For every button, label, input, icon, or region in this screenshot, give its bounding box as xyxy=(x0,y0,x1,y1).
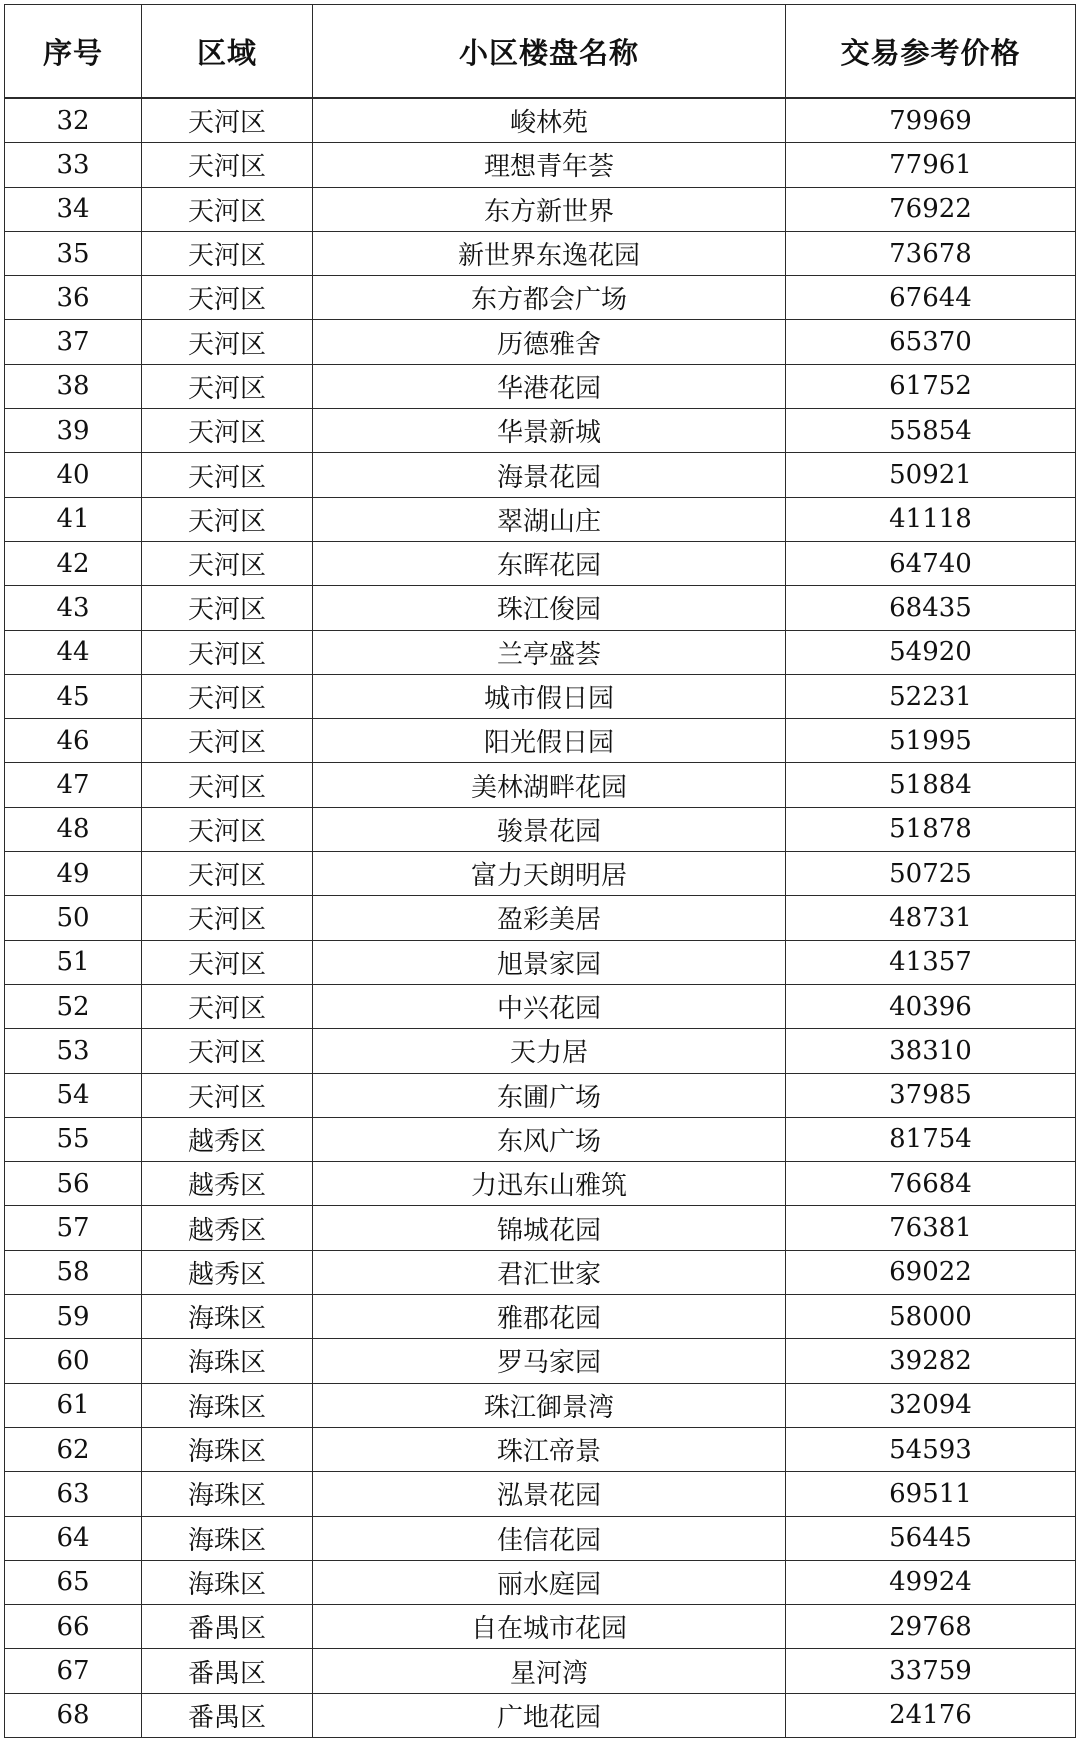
table-row xyxy=(5,1073,1076,1117)
header-row xyxy=(5,5,1076,99)
cell-district: 番禺区 xyxy=(142,1605,313,1649)
cell-estate-name: 锦城花园 xyxy=(313,1206,786,1250)
cell-index: 59 xyxy=(5,1295,142,1339)
table-body xyxy=(5,98,1076,1737)
cell-reference-price: 73678 xyxy=(786,231,1076,275)
cell-reference-price: 81754 xyxy=(786,1117,1076,1161)
price-table-container xyxy=(4,4,1075,1738)
header-reference-price: 交易参考价格 xyxy=(786,5,1076,99)
cell-reference-price: 51884 xyxy=(786,763,1076,807)
cell-district: 天河区 xyxy=(142,896,313,940)
cell-estate-name: 罗马家园 xyxy=(313,1339,786,1383)
cell-reference-price: 50921 xyxy=(786,453,1076,497)
header-district: 区域 xyxy=(142,5,313,99)
cell-district: 越秀区 xyxy=(142,1250,313,1294)
cell-estate-name: 丽水庭园 xyxy=(313,1560,786,1604)
cell-index: 33 xyxy=(5,143,142,187)
cell-reference-price: 79969 xyxy=(786,98,1076,143)
cell-district: 天河区 xyxy=(142,231,313,275)
cell-reference-price: 58000 xyxy=(786,1295,1076,1339)
table-row xyxy=(5,940,1076,984)
cell-reference-price: 33759 xyxy=(786,1649,1076,1693)
cell-estate-name: 历德雅舍 xyxy=(313,320,786,364)
cell-reference-price: 37985 xyxy=(786,1073,1076,1117)
cell-district: 海珠区 xyxy=(142,1516,313,1560)
cell-reference-price: 29768 xyxy=(786,1605,1076,1649)
cell-reference-price: 77961 xyxy=(786,143,1076,187)
table-header xyxy=(5,5,1076,99)
table-row xyxy=(5,541,1076,585)
cell-district: 天河区 xyxy=(142,320,313,364)
cell-district: 越秀区 xyxy=(142,1162,313,1206)
cell-district: 天河区 xyxy=(142,586,313,630)
cell-index: 52 xyxy=(5,984,142,1028)
cell-index: 38 xyxy=(5,364,142,408)
cell-reference-price: 51878 xyxy=(786,807,1076,851)
cell-index: 62 xyxy=(5,1427,142,1471)
cell-index: 60 xyxy=(5,1339,142,1383)
table-row xyxy=(5,1605,1076,1649)
cell-district: 海珠区 xyxy=(142,1339,313,1383)
cell-reference-price: 38310 xyxy=(786,1029,1076,1073)
cell-estate-name: 珠江帝景 xyxy=(313,1427,786,1471)
cell-reference-price: 52231 xyxy=(786,674,1076,718)
cell-district: 天河区 xyxy=(142,276,313,320)
table-row xyxy=(5,276,1076,320)
cell-reference-price: 41357 xyxy=(786,940,1076,984)
cell-estate-name: 东晖花园 xyxy=(313,541,786,585)
cell-reference-price: 48731 xyxy=(786,896,1076,940)
cell-estate-name: 雅郡花园 xyxy=(313,1295,786,1339)
cell-index: 43 xyxy=(5,586,142,630)
cell-district: 海珠区 xyxy=(142,1383,313,1427)
cell-estate-name: 东圃广场 xyxy=(313,1073,786,1117)
cell-estate-name: 新世界东逸花园 xyxy=(313,231,786,275)
cell-estate-name: 星河湾 xyxy=(313,1649,786,1693)
cell-reference-price: 76684 xyxy=(786,1162,1076,1206)
cell-index: 47 xyxy=(5,763,142,807)
table-row xyxy=(5,1029,1076,1073)
cell-index: 44 xyxy=(5,630,142,674)
cell-district: 海珠区 xyxy=(142,1295,313,1339)
cell-index: 49 xyxy=(5,852,142,896)
cell-reference-price: 40396 xyxy=(786,984,1076,1028)
cell-estate-name: 广地花园 xyxy=(313,1693,786,1737)
table-row xyxy=(5,497,1076,541)
cell-index: 63 xyxy=(5,1472,142,1516)
table-row xyxy=(5,984,1076,1028)
table-row xyxy=(5,1339,1076,1383)
cell-district: 天河区 xyxy=(142,541,313,585)
cell-index: 61 xyxy=(5,1383,142,1427)
cell-estate-name: 翠湖山庄 xyxy=(313,497,786,541)
table-row xyxy=(5,1693,1076,1737)
cell-index: 36 xyxy=(5,276,142,320)
cell-district: 天河区 xyxy=(142,807,313,851)
cell-estate-name: 泓景花园 xyxy=(313,1472,786,1516)
table-row xyxy=(5,409,1076,453)
cell-district: 天河区 xyxy=(142,409,313,453)
cell-index: 41 xyxy=(5,497,142,541)
cell-estate-name: 富力天朗明居 xyxy=(313,852,786,896)
cell-district: 海珠区 xyxy=(142,1560,313,1604)
cell-index: 46 xyxy=(5,719,142,763)
cell-estate-name: 中兴花园 xyxy=(313,984,786,1028)
cell-district: 天河区 xyxy=(142,497,313,541)
table-row xyxy=(5,1472,1076,1516)
cell-index: 50 xyxy=(5,896,142,940)
cell-index: 35 xyxy=(5,231,142,275)
cell-district: 番禺区 xyxy=(142,1649,313,1693)
table-row xyxy=(5,453,1076,497)
table-row xyxy=(5,1250,1076,1294)
cell-index: 56 xyxy=(5,1162,142,1206)
cell-reference-price: 54920 xyxy=(786,630,1076,674)
table-row xyxy=(5,364,1076,408)
cell-reference-price: 41118 xyxy=(786,497,1076,541)
cell-estate-name: 珠江御景湾 xyxy=(313,1383,786,1427)
cell-estate-name: 盈彩美居 xyxy=(313,896,786,940)
cell-estate-name: 东方都会广场 xyxy=(313,276,786,320)
cell-estate-name: 华港花园 xyxy=(313,364,786,408)
cell-estate-name: 理想青年荟 xyxy=(313,143,786,187)
cell-index: 64 xyxy=(5,1516,142,1560)
table-row xyxy=(5,674,1076,718)
table-row xyxy=(5,586,1076,630)
cell-district: 越秀区 xyxy=(142,1117,313,1161)
cell-reference-price: 69022 xyxy=(786,1250,1076,1294)
cell-reference-price: 24176 xyxy=(786,1693,1076,1737)
cell-reference-price: 55854 xyxy=(786,409,1076,453)
cell-index: 42 xyxy=(5,541,142,585)
cell-district: 天河区 xyxy=(142,187,313,231)
table-row xyxy=(5,1295,1076,1339)
table-row xyxy=(5,719,1076,763)
table-row xyxy=(5,320,1076,364)
cell-district: 越秀区 xyxy=(142,1206,313,1250)
table-row xyxy=(5,630,1076,674)
cell-district: 天河区 xyxy=(142,852,313,896)
cell-index: 54 xyxy=(5,1073,142,1117)
cell-reference-price: 32094 xyxy=(786,1383,1076,1427)
cell-district: 海珠区 xyxy=(142,1427,313,1471)
cell-estate-name: 华景新城 xyxy=(313,409,786,453)
cell-estate-name: 自在城市花园 xyxy=(313,1605,786,1649)
cell-index: 48 xyxy=(5,807,142,851)
cell-estate-name: 珠江俊园 xyxy=(313,586,786,630)
table-row xyxy=(5,1206,1076,1250)
cell-estate-name: 东方新世界 xyxy=(313,187,786,231)
cell-index: 37 xyxy=(5,320,142,364)
cell-reference-price: 39282 xyxy=(786,1339,1076,1383)
table-row xyxy=(5,1560,1076,1604)
cell-index: 58 xyxy=(5,1250,142,1294)
table-row xyxy=(5,1649,1076,1693)
cell-index: 55 xyxy=(5,1117,142,1161)
cell-index: 51 xyxy=(5,940,142,984)
cell-index: 66 xyxy=(5,1605,142,1649)
cell-reference-price: 56445 xyxy=(786,1516,1076,1560)
cell-reference-price: 65370 xyxy=(786,320,1076,364)
cell-reference-price: 51995 xyxy=(786,719,1076,763)
header-index: 序号 xyxy=(5,5,142,99)
cell-index: 57 xyxy=(5,1206,142,1250)
cell-district: 天河区 xyxy=(142,98,313,143)
cell-index: 68 xyxy=(5,1693,142,1737)
cell-reference-price: 49924 xyxy=(786,1560,1076,1604)
table-row xyxy=(5,852,1076,896)
cell-index: 34 xyxy=(5,187,142,231)
cell-reference-price: 68435 xyxy=(786,586,1076,630)
cell-index: 65 xyxy=(5,1560,142,1604)
table-row xyxy=(5,1427,1076,1471)
cell-district: 天河区 xyxy=(142,364,313,408)
cell-index: 53 xyxy=(5,1029,142,1073)
cell-district: 天河区 xyxy=(142,630,313,674)
cell-reference-price: 64740 xyxy=(786,541,1076,585)
cell-reference-price: 76381 xyxy=(786,1206,1076,1250)
cell-estate-name: 海景花园 xyxy=(313,453,786,497)
cell-district: 天河区 xyxy=(142,674,313,718)
cell-estate-name: 君汇世家 xyxy=(313,1250,786,1294)
cell-estate-name: 佳信花园 xyxy=(313,1516,786,1560)
cell-index: 40 xyxy=(5,453,142,497)
table-row xyxy=(5,143,1076,187)
cell-estate-name: 旭景家园 xyxy=(313,940,786,984)
cell-estate-name: 天力居 xyxy=(313,1029,786,1073)
cell-reference-price: 76922 xyxy=(786,187,1076,231)
table-row xyxy=(5,763,1076,807)
cell-district: 天河区 xyxy=(142,763,313,807)
cell-district: 海珠区 xyxy=(142,1472,313,1516)
cell-reference-price: 69511 xyxy=(786,1472,1076,1516)
cell-estate-name: 峻林苑 xyxy=(313,98,786,143)
table-row xyxy=(5,1117,1076,1161)
cell-district: 天河区 xyxy=(142,453,313,497)
cell-index: 39 xyxy=(5,409,142,453)
cell-index: 67 xyxy=(5,1649,142,1693)
cell-district: 天河区 xyxy=(142,1029,313,1073)
table-row xyxy=(5,1516,1076,1560)
cell-index: 32 xyxy=(5,98,142,143)
table-row xyxy=(5,231,1076,275)
cell-estate-name: 东风广场 xyxy=(313,1117,786,1161)
cell-district: 天河区 xyxy=(142,719,313,763)
cell-reference-price: 61752 xyxy=(786,364,1076,408)
cell-reference-price: 54593 xyxy=(786,1427,1076,1471)
cell-district: 天河区 xyxy=(142,1073,313,1117)
cell-estate-name: 城市假日园 xyxy=(313,674,786,718)
cell-estate-name: 力迅东山雅筑 xyxy=(313,1162,786,1206)
cell-reference-price: 50725 xyxy=(786,852,1076,896)
table-row xyxy=(5,1383,1076,1427)
cell-district: 天河区 xyxy=(142,984,313,1028)
cell-district: 天河区 xyxy=(142,143,313,187)
table-row xyxy=(5,896,1076,940)
cell-estate-name: 阳光假日园 xyxy=(313,719,786,763)
table-row xyxy=(5,807,1076,851)
cell-district: 番禺区 xyxy=(142,1693,313,1737)
cell-index: 45 xyxy=(5,674,142,718)
table-row xyxy=(5,1162,1076,1206)
cell-district: 天河区 xyxy=(142,940,313,984)
cell-estate-name: 骏景花园 xyxy=(313,807,786,851)
price-table xyxy=(4,4,1076,1738)
table-row xyxy=(5,187,1076,231)
cell-estate-name: 美林湖畔花园 xyxy=(313,763,786,807)
cell-estate-name: 兰亭盛荟 xyxy=(313,630,786,674)
table-row xyxy=(5,98,1076,143)
header-estate-name: 小区楼盘名称 xyxy=(313,5,786,99)
cell-reference-price: 67644 xyxy=(786,276,1076,320)
